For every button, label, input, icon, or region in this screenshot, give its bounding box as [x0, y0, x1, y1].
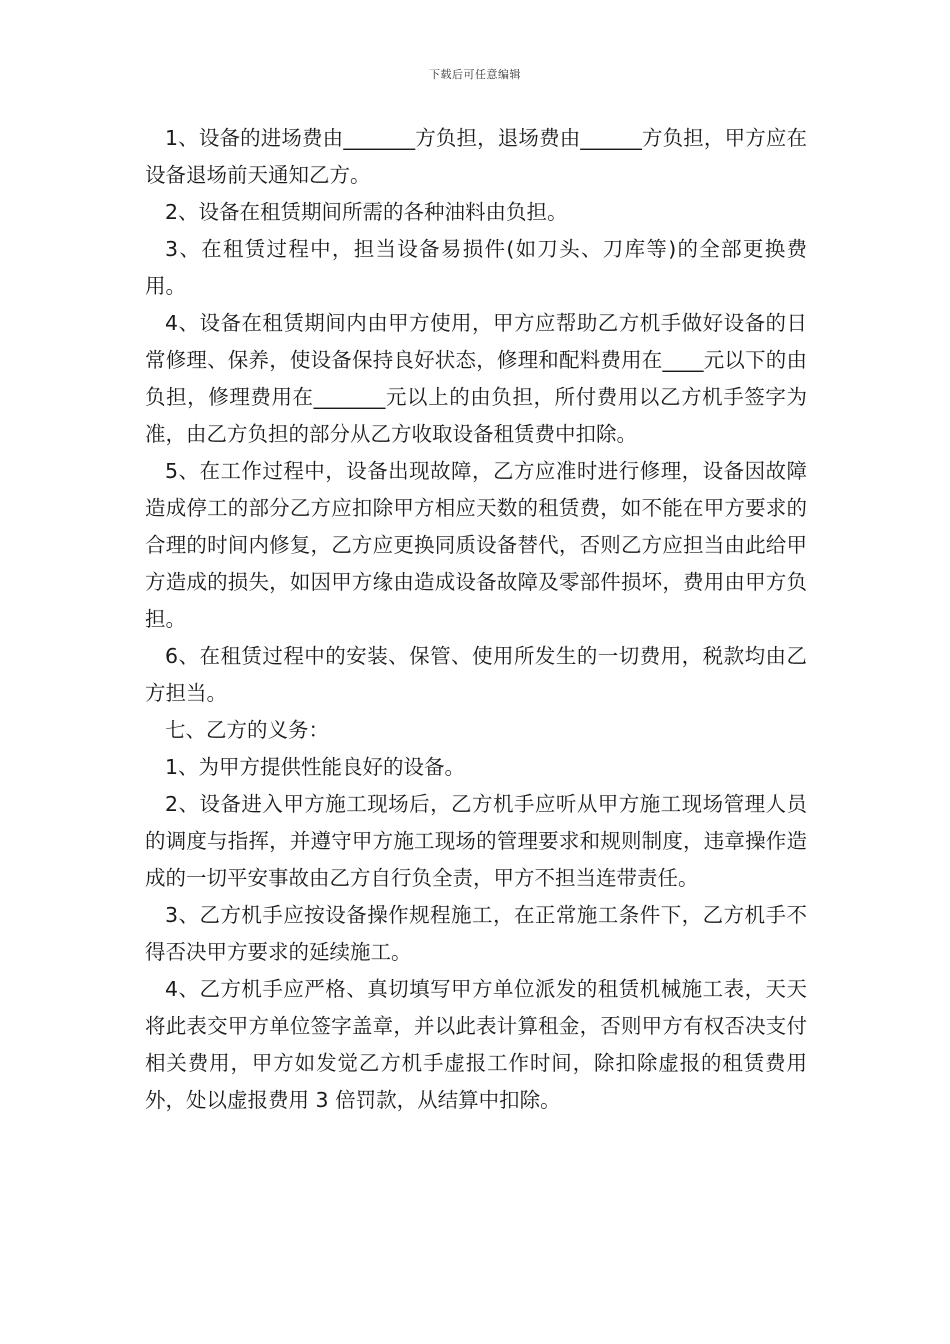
clause-paragraph: 6、在租赁过程中的安装、保管、使用所发生的一切费用，税款均由乙方担当。: [145, 644, 807, 705]
clause-paragraph: 4、设备在租赁期间内由甲方使用，甲方应帮助乙方机手做好设备的日常修理、保养，使设备保持良好状态，修理和配料费用在____元以下的由负担，修理费用在_______元以上的由负担，所付费用以乙方机手签字为准，由乙方负担的部分从乙方收取设备租赁费中扣除。: [145, 311, 807, 446]
document-body: [145, 120, 807, 1119]
clause-paragraph: 3、在租赁过程中，担当设备易损件(如刀头、刀库等)的全部更换费用。: [145, 237, 807, 298]
section-heading: 七、乙方的义务：: [165, 718, 329, 742]
clause-paragraph: 2、设备在租赁期间所需的各种油料由负担。: [165, 200, 568, 224]
clause-paragraph: 3、乙方机手应按设备操作规程施工，在正常施工条件下，乙方机手不得否决甲方要求的延续施工。: [145, 903, 807, 964]
page-header: 下载后可任意编辑: [429, 68, 521, 81]
clause-paragraph: 1、为甲方提供性能良好的设备。: [165, 755, 466, 779]
clause-paragraph: 4、乙方机手应严格、真切填写甲方单位派发的租赁机械施工表，天天将此表交甲方单位签字盖章，并以此表计算租金，否则甲方有权否决支付相关费用，甲方如发觉乙方机手虚报工作时间，除扣除虚报的租赁费用外，处以虚报费用 3 倍罚款，从结算中扣除。: [145, 977, 807, 1112]
clause-paragraph: 2、设备进入甲方施工现场后，乙方机手应听从甲方施工现场管理人员的调度与指挥，并遵守甲方施工现场的管理要求和规则制度，违章操作造成的一切平安事故由乙方自行负全责，甲方不担当连带责任。: [145, 792, 807, 890]
clause-paragraph: 1、设备的进场费由_______方负担，退场费由______方负担，甲方应在设备退场前天通知乙方。: [145, 126, 807, 187]
clause-paragraph: 5、在工作过程中，设备出现故障，乙方应准时进行修理，设备因故障造成停工的部分乙方应扣除甲方相应天数的租赁费，如不能在甲方要求的合理的时间内修复，乙方应更换同质设备替代，否则乙方应担当由此给甲方造成的损失，如因甲方缘由造成设备故障及零部件损坏，费用由甲方负担。: [145, 459, 807, 631]
